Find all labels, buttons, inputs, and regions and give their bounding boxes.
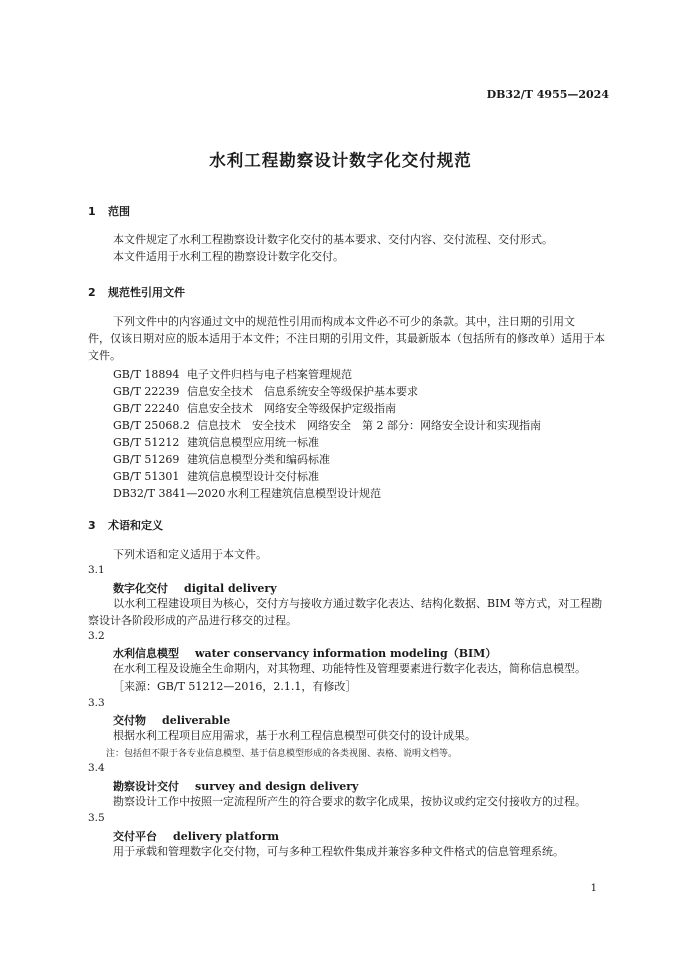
reference-item [113, 400, 396, 416]
section-number: 2 [88, 286, 96, 299]
reference-item [113, 468, 319, 484]
reference-item [113, 434, 319, 450]
reference-name: 建筑信息模型应用统一标准 [187, 436, 319, 449]
term-en: deliverable [162, 714, 231, 727]
section-title: 术语和定义 [108, 519, 163, 532]
term-en: survey and design delivery [195, 780, 359, 793]
term-heading [113, 828, 279, 844]
definition-line: 察设计各阶段形成的产品进行移交的过程。 [88, 614, 297, 627]
reference-item [113, 383, 418, 399]
term-number: 3.1 [88, 564, 105, 576]
paragraph-line: 文件。 [88, 349, 121, 362]
reference-code: DB32/T 3841—2020 [113, 487, 226, 500]
section-1-heading [88, 203, 130, 219]
term-cn: 数字化交付 [113, 582, 168, 595]
reference-code: GB/T 51269 [113, 453, 180, 466]
reference-item [113, 451, 330, 467]
term-number: 3.3 [88, 697, 105, 709]
term-heading [113, 580, 277, 596]
term-cn: 勘察设计交付 [113, 780, 179, 793]
reference-code: GB/T 18894 [113, 368, 180, 381]
term-cn: 交付物 [113, 714, 146, 727]
reference-item [113, 417, 541, 433]
reference-code: GB/T 22239 [113, 385, 180, 398]
term-cn: 水利信息模型 [113, 647, 179, 660]
reference-name: 建筑信息模型设计交付标准 [187, 470, 319, 483]
paragraph: 下列术语和定义适用于本文件。 [113, 548, 267, 561]
paragraph-line: 件，仅该日期对应的版本适用于本文件；不注日期的引用文件，其最新版本（包括所有的修改单）适用于本 [88, 332, 605, 345]
term-number: 3.4 [88, 762, 105, 774]
term-heading [113, 645, 496, 661]
definition-line: 根据水利工程项目应用需求，基于水利工程信息模型可供交付的设计成果。 [113, 729, 476, 742]
page-number: 1 [590, 883, 597, 894]
note-text: 注：包括但不限于各专业信息模型、基于信息模型形成的各类视图、表格、说明文档等。 [106, 749, 458, 759]
term-number: 3.5 [88, 812, 105, 824]
header-code: DB32/T 4955—2024 [486, 88, 609, 101]
reference-name: 电子文件归档与电子档案管理规范 [187, 368, 352, 381]
term-en: digital delivery [184, 582, 277, 595]
section-2-heading [88, 284, 185, 300]
section-title: 规范性引用文件 [108, 286, 185, 299]
section-number: 3 [88, 519, 96, 532]
paragraph: 本文件适用于水利工程的勘察设计数字化交付。 [113, 250, 344, 263]
definition-line: 在水利工程及设施全生命期内，对其物理、功能特性及管理要素进行数字化表达，简称信息模型。 [113, 662, 586, 675]
section-3-heading [88, 517, 163, 533]
reference-name: 水利工程建筑信息模型设计规范 [227, 487, 381, 500]
term-en: delivery platform [173, 830, 280, 843]
reference-item [113, 366, 352, 382]
reference-item [113, 485, 381, 501]
document-title: 水利工程勘察设计数字化交付规范 [209, 151, 472, 170]
term-cn: 交付平台 [113, 830, 157, 843]
reference-code: GB/T 25068.2 [113, 419, 190, 432]
term-heading [113, 712, 230, 728]
reference-code: GB/T 51301 [113, 470, 180, 483]
reference-name: 信息安全技术 信息系统安全等级保护基本要求 [187, 385, 418, 398]
term-number: 3.2 [88, 630, 105, 642]
paragraph-line: 下列文件中的内容通过文中的规范性引用而构成本文件必不可少的条款。其中，注日期的引用文 [113, 315, 575, 328]
reference-name: 信息安全技术 网络安全等级保护定级指南 [187, 402, 396, 415]
section-number: 1 [88, 205, 96, 218]
paragraph: 本文件规定了水利工程勘察设计数字化交付的基本要求、交付内容、交付流程、交付形式。 [113, 233, 553, 246]
section-title: 范围 [108, 205, 130, 218]
reference-code: GB/T 51212 [113, 436, 180, 449]
reference-name: 建筑信息模型分类和编码标准 [187, 453, 330, 466]
definition-line: 用于承载和管理数字化交付物，可与多种工程软件集成并兼容多种文件格式的信息管理系统。 [113, 845, 564, 858]
term-en: water conservancy information modeling（BIM） [195, 647, 497, 660]
definition-line: 以水利工程建设项目为核心，交付方与接收方通过数字化表达、结构化数据、BIM 等方式，对工程勘 [113, 597, 603, 610]
source-note: ［来源：GB/T 51212—2016，2.1.1，有修改］ [113, 680, 357, 693]
reference-name: 信息技术 安全技术 网络安全 第 2 部分：网络安全设计和实现指南 [197, 419, 541, 432]
term-heading [113, 778, 358, 794]
definition-line: 勘察设计工作中按照一定流程所产生的符合要求的数字化成果，按协议或约定交付接收方的过程。 [113, 795, 586, 808]
reference-code: GB/T 22240 [113, 402, 180, 415]
